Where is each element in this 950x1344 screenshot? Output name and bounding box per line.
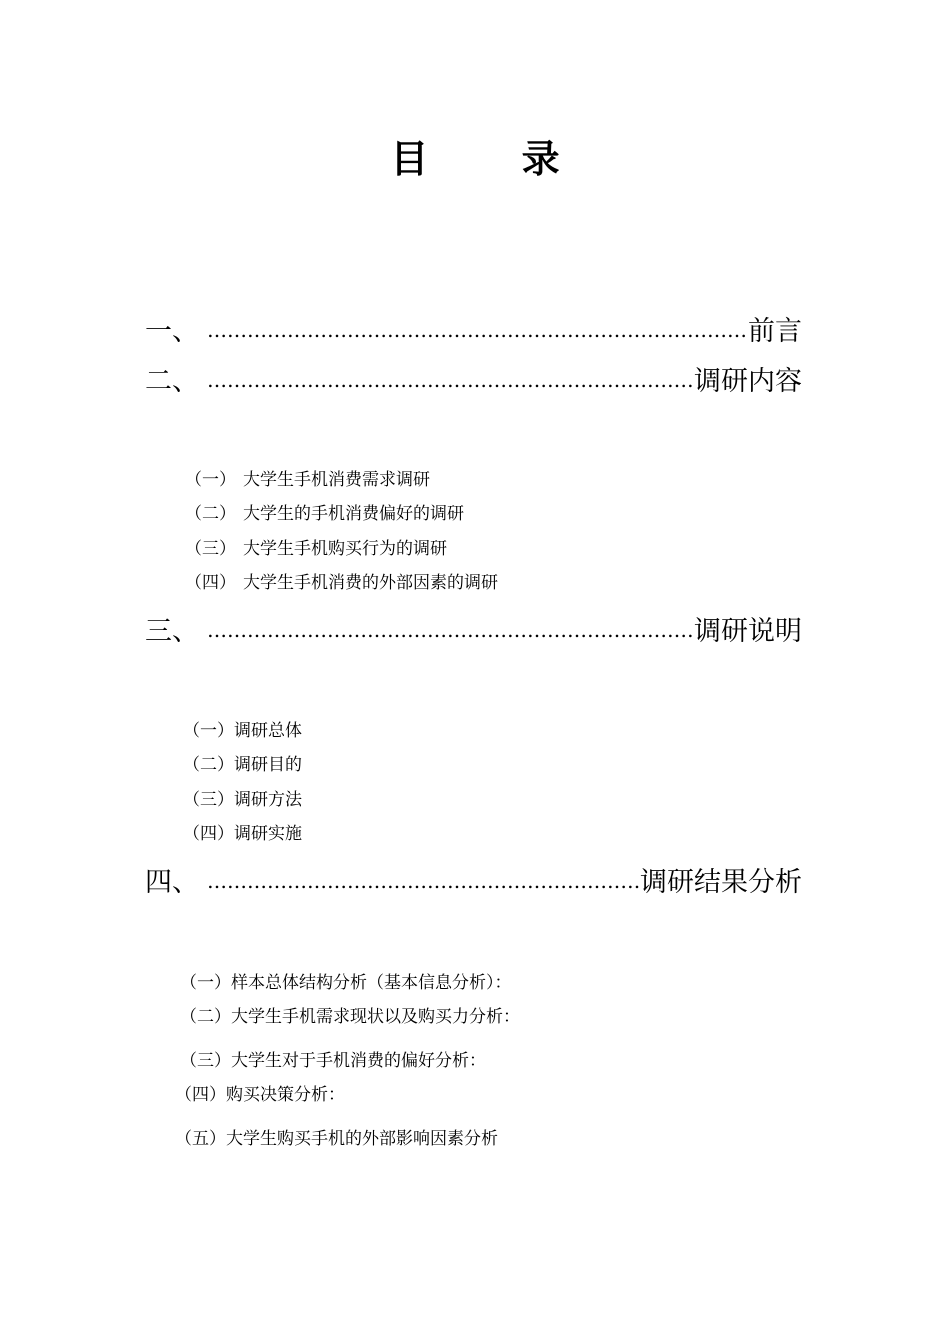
toc-subsection-number: （一） <box>180 973 231 993</box>
toc-subsection[interactable] <box>185 503 464 525</box>
toc-section-label: 前言 <box>748 316 802 347</box>
toc-subsection-label: 调研实施 <box>234 824 302 844</box>
toc-subsection[interactable] <box>185 469 430 491</box>
toc-section-4[interactable] <box>145 859 802 899</box>
toc-subsection-label: 调研总体 <box>234 721 302 741</box>
toc-section-label: 调研说明 <box>694 616 802 647</box>
toc-section-number: 四、 <box>145 867 199 898</box>
toc-leader-dots <box>207 312 748 348</box>
toc-subsection-number: （三） <box>185 539 236 559</box>
toc-subsection-number: （一） <box>185 470 236 490</box>
toc-subsection[interactable] <box>175 1128 498 1150</box>
toc-subsection-label: 大学生手机消费的外部因素的调研 <box>243 573 498 593</box>
toc-subsection-number: （四） <box>175 1085 226 1105</box>
toc-subsection[interactable] <box>185 538 447 560</box>
toc-subsection-label: 大学生手机消费需求调研 <box>243 470 430 490</box>
toc-section-1[interactable] <box>145 308 802 348</box>
toc-subsection-label: 调研方法 <box>234 790 302 810</box>
toc-subsection-number: （一） <box>183 721 234 741</box>
toc-section-number: 二、 <box>145 366 199 397</box>
toc-subsection-label: 样本总体结构分析（基本信息分析）： <box>231 973 512 993</box>
toc-subsection-label: 大学生手机需求现状以及购买力分析： <box>231 1007 520 1027</box>
toc-leader-dots <box>207 612 694 648</box>
toc-subsection[interactable] <box>180 1006 520 1028</box>
toc-subsection-number: （三） <box>183 790 234 810</box>
toc-subsection[interactable] <box>183 754 302 776</box>
toc-section-number: 一、 <box>145 316 199 347</box>
toc-section-label: 调研结果分析 <box>640 867 802 898</box>
toc-subsection[interactable] <box>183 720 302 742</box>
toc-leader-dots <box>207 362 694 398</box>
toc-leader-dots <box>207 863 640 899</box>
page-title: 目 录 <box>390 136 600 181</box>
toc-subsection[interactable] <box>185 572 498 594</box>
toc-subsection[interactable] <box>183 789 302 811</box>
toc-subsection-number: （四） <box>183 824 234 844</box>
toc-subsection-number: （三） <box>180 1051 231 1071</box>
toc-subsection[interactable] <box>183 823 302 845</box>
toc-subsection-label: 调研目的 <box>234 755 302 775</box>
toc-subsection-number: （二） <box>185 504 236 524</box>
toc-subsection-number: （五） <box>175 1129 226 1149</box>
toc-section-number: 三、 <box>145 616 199 647</box>
toc-section-2[interactable] <box>145 358 802 398</box>
toc-subsection-label: 大学生的手机消费偏好的调研 <box>243 504 464 524</box>
toc-subsection-label: 大学生对于手机消费的偏好分析： <box>231 1051 486 1071</box>
toc-subsection[interactable] <box>180 972 512 994</box>
toc-subsection[interactable] <box>175 1084 345 1106</box>
toc-subsection-number: （二） <box>180 1007 231 1027</box>
toc-subsection-number: （四） <box>185 573 236 593</box>
toc-subsection[interactable] <box>180 1050 486 1072</box>
toc-subsection-number: （二） <box>183 755 234 775</box>
toc-section-3[interactable] <box>145 608 802 648</box>
toc-subsection-label: 大学生手机购买行为的调研 <box>243 539 447 559</box>
toc-subsection-label: 购买决策分析： <box>226 1085 345 1105</box>
toc-subsection-label: 大学生购买手机的外部影响因素分析 <box>226 1129 498 1149</box>
toc-section-label: 调研内容 <box>694 366 802 397</box>
